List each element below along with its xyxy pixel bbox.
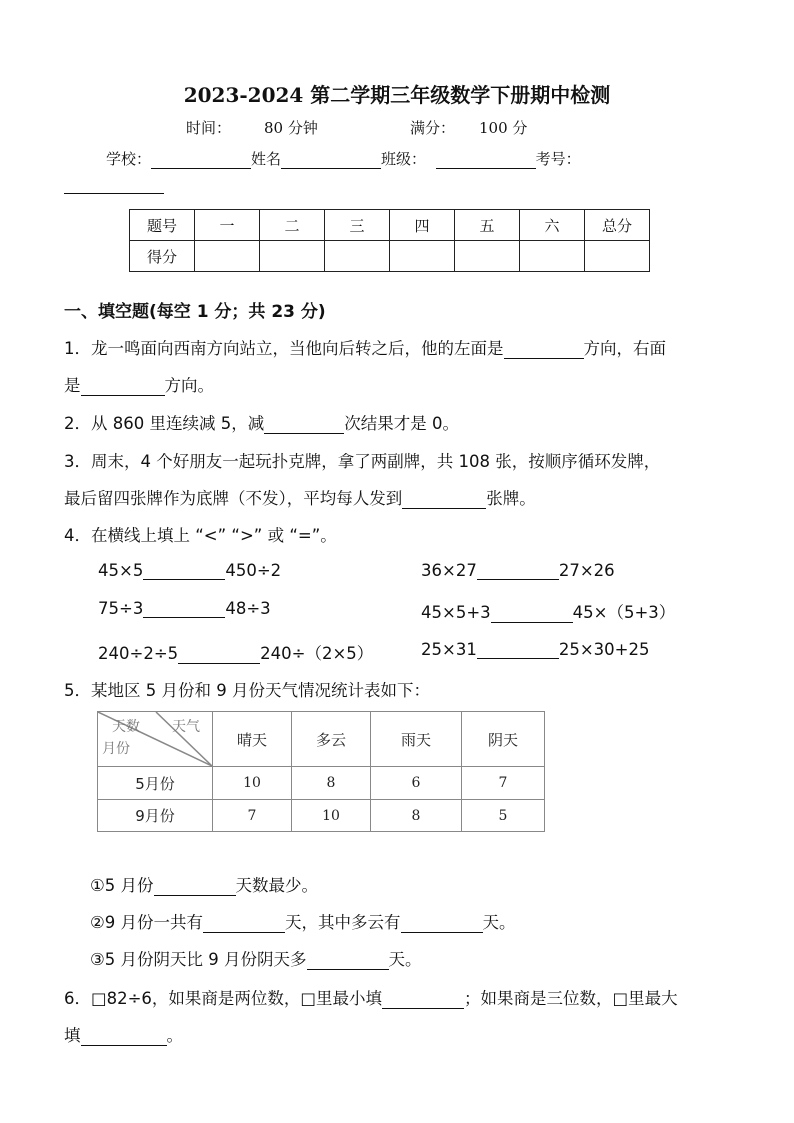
weather-column-header: 雨天 (371, 712, 462, 767)
question-3-line-1: 3．周末，4 个好朋友一起玩扑克牌，拿了两副牌，共 108 张，按顺序循环发牌， (64, 452, 661, 471)
question-5-text: ②9 月份一共有 (90, 913, 204, 932)
question-1-text: 是 (64, 376, 81, 395)
question-3-text: 最后留四张牌作为底牌（不发），平均每人发到 (64, 489, 403, 508)
question-4-intro: 4．在横线上填上 “<” “>” 或 “=”。 (64, 526, 337, 545)
question-6-line-2 (64, 1022, 183, 1046)
question-5-text: 天。 (482, 913, 516, 932)
question-5-text: 天，其中多云有 (285, 913, 401, 932)
score-table-header-row (130, 210, 650, 241)
score-table-score-row (130, 241, 650, 272)
answer-blank[interactable] (203, 915, 285, 933)
comparison-right: 450÷2 (225, 561, 282, 580)
question-2 (64, 410, 459, 434)
value-cell: 7 (462, 767, 545, 800)
score-table-cell: 二 (260, 210, 325, 241)
question-5-sub-3 (90, 946, 422, 970)
answer-blank[interactable] (477, 562, 559, 580)
name-label: 姓名 (251, 150, 282, 168)
score-input-cell[interactable] (325, 241, 390, 272)
value-cell: 5 (462, 800, 545, 832)
time-label: 时间： (186, 119, 232, 137)
question-6-line-1 (64, 985, 678, 1009)
question-5-text: 天。 (388, 950, 422, 969)
answer-blank[interactable] (143, 600, 225, 618)
corner-diagonal (98, 712, 212, 766)
comparison-right: 45×（5+3） (572, 603, 676, 622)
question-3-line-2 (64, 485, 536, 509)
comparison-left: 45×5+3 (421, 603, 491, 622)
question-5-sub-1 (90, 872, 318, 896)
score-table-cell: 四 (390, 210, 455, 241)
answer-blank[interactable] (264, 416, 344, 434)
comparison-left: 75÷3 (98, 599, 144, 618)
month-cell: 5月份 (98, 767, 213, 800)
question-1-line-1 (64, 335, 666, 359)
weather-table-corner (98, 712, 213, 767)
corner-month-label: 月份 (102, 741, 130, 757)
weather-table-row (98, 767, 545, 800)
weather-table-header-row (98, 712, 545, 767)
value-cell: 8 (371, 800, 462, 832)
answer-blank[interactable] (402, 491, 486, 509)
score-input-cell[interactable] (520, 241, 585, 272)
weather-column-header: 晴天 (213, 712, 292, 767)
month-cell: 9月份 (98, 800, 213, 832)
question-5-text: ①5 月份 (90, 876, 154, 895)
score-input-cell[interactable] (390, 241, 455, 272)
comparison-right: 48÷3 (225, 599, 271, 618)
value-cell: 10 (213, 767, 292, 800)
score-table-cell: 总分 (585, 210, 650, 241)
comparison-left: 36×27 (421, 561, 477, 580)
question-3-text: 张牌。 (486, 489, 536, 508)
value-cell: 10 (292, 800, 371, 832)
section-heading: 一、填空题(每空 1 分；共 23 分) (64, 302, 326, 322)
comparison-left: 45×5 (98, 561, 144, 580)
exam-no-label: 考号： (535, 150, 581, 168)
class-field[interactable] (436, 151, 536, 169)
score-table-cell: 五 (455, 210, 520, 241)
question-2-text: 2．从 860 里连续减 5，减 (64, 414, 265, 433)
answer-blank[interactable] (504, 341, 584, 359)
question-5-text: 天数最少。 (235, 876, 319, 895)
answer-blank[interactable] (401, 915, 483, 933)
weather-table-row (98, 800, 545, 832)
answer-blank[interactable] (491, 605, 573, 623)
answer-blank[interactable] (143, 562, 225, 580)
class-label: 班级： (381, 150, 427, 168)
question-5-sub-2 (90, 909, 516, 933)
corner-days-label: 天数 (112, 719, 140, 735)
answer-blank[interactable] (154, 878, 236, 896)
score-row-label: 得分 (130, 241, 195, 272)
question-2-text: 次结果才是 0。 (344, 414, 459, 433)
time-value: 80 分钟 (264, 119, 318, 137)
comparison-item (421, 599, 675, 623)
school-label: 学校： (106, 150, 152, 168)
comparison-left: 240÷2÷5 (98, 644, 179, 663)
question-6-text: 6．□82÷6，如果商是两位数，□里最小填 (64, 989, 382, 1008)
comparison-item (421, 640, 649, 659)
answer-blank[interactable] (178, 646, 260, 664)
question-1-text: 1．龙一鸣面向西南方向站立，当他向后转之后，他的左面是 (64, 339, 504, 358)
score-table-cell: 三 (325, 210, 390, 241)
comparison-right: 27×26 (558, 561, 615, 580)
value-cell: 6 (371, 767, 462, 800)
answer-blank[interactable] (477, 641, 559, 659)
exam-no-field[interactable] (64, 193, 164, 194)
comparison-right: 25×30+25 (558, 640, 650, 659)
name-field[interactable] (281, 151, 381, 169)
page-title: 2023-2024 第二学期三年级数学下册期中检测 (183, 83, 611, 107)
comparison-item (421, 561, 615, 580)
score-table-cell: 六 (520, 210, 585, 241)
answer-blank[interactable] (81, 1028, 167, 1046)
answer-blank[interactable] (307, 952, 389, 970)
score-value: 100 分 (479, 119, 528, 137)
question-5-text: ③5 月份阴天比 9 月份阴天多 (90, 950, 307, 969)
score-input-cell[interactable] (455, 241, 520, 272)
score-table-cell: 题号 (130, 210, 195, 241)
value-cell: 8 (292, 767, 371, 800)
question-6-text: 。 (166, 1026, 183, 1045)
answer-blank[interactable] (382, 991, 464, 1009)
weather-column-header: 阴天 (462, 712, 545, 767)
score-table-cell: 一 (195, 210, 260, 241)
weather-column-header: 多云 (292, 712, 371, 767)
question-1-text: 方向，右面 (583, 339, 666, 358)
weather-table (97, 711, 545, 832)
comparison-item (98, 640, 373, 664)
score-input-cell[interactable] (260, 241, 325, 272)
score-input-cell[interactable] (585, 241, 650, 272)
score-label: 满分： (410, 119, 456, 137)
corner-weather-label: 天气 (172, 719, 200, 735)
comparison-left: 25×31 (421, 640, 477, 659)
question-1-line-2 (64, 372, 214, 396)
question-1-text: 方向。 (164, 376, 214, 395)
school-field[interactable] (151, 151, 251, 169)
question-6-text: ；如果商是三位数，□里最大 (464, 989, 678, 1008)
value-cell: 7 (213, 800, 292, 832)
score-table (129, 209, 650, 272)
answer-blank[interactable] (81, 378, 165, 396)
question-6-text: 填 (64, 1026, 81, 1045)
student-info-line (106, 148, 581, 169)
score-input-cell[interactable] (195, 241, 260, 272)
question-5-intro: 5．某地区 5 月份和 9 月份天气情况统计表如下： (64, 681, 430, 700)
comparison-item (98, 599, 271, 618)
comparison-right: 240÷（2×5） (260, 644, 374, 663)
comparison-item (98, 561, 281, 580)
